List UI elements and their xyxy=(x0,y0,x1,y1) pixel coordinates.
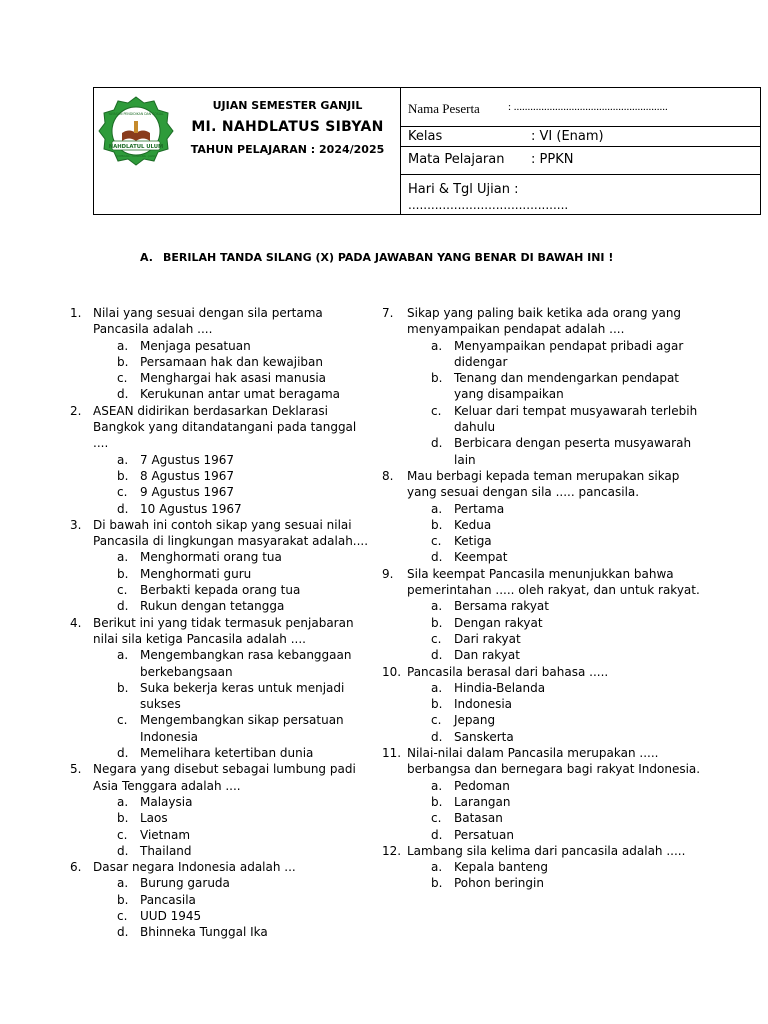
option-text: UUD 1945 xyxy=(140,908,202,923)
option-text: Kedua xyxy=(454,517,492,532)
academic-year: TAHUN PELAJARAN : 2024/2025 xyxy=(190,143,385,156)
option-letter: d. xyxy=(117,387,129,402)
option-letter: a. xyxy=(117,648,129,663)
option-text: Laos xyxy=(140,811,168,826)
option-letter: c. xyxy=(431,534,442,549)
question-item xyxy=(382,745,702,843)
option-letter: d. xyxy=(431,827,443,842)
answer-option[interactable] xyxy=(382,517,702,533)
answer-option[interactable] xyxy=(70,712,370,745)
answer-option[interactable] xyxy=(382,435,702,468)
field-mata-pelajaran xyxy=(401,147,760,175)
question-item xyxy=(70,305,370,403)
answer-option[interactable] xyxy=(70,810,370,826)
answer-option[interactable] xyxy=(382,549,702,565)
question-number: 11. xyxy=(382,746,402,761)
option-text: Batasan xyxy=(454,811,503,826)
answer-options xyxy=(70,549,370,614)
answer-options xyxy=(70,452,370,517)
question-item xyxy=(382,566,702,664)
hari-label: Hari & Tgl Ujian : xyxy=(408,182,519,197)
school-logo-icon xyxy=(98,95,174,167)
answer-option[interactable] xyxy=(382,712,702,728)
answer-option[interactable] xyxy=(70,908,370,924)
option-letter: b. xyxy=(431,697,443,712)
option-text: Malaysia xyxy=(140,794,193,809)
answer-options xyxy=(70,875,370,940)
school-identity xyxy=(94,88,401,214)
svg-text:NAHDLATUL ULUM: NAHDLATUL ULUM xyxy=(108,144,164,150)
option-letter: a. xyxy=(431,338,443,353)
question-item xyxy=(70,615,370,762)
answer-option[interactable] xyxy=(70,370,370,386)
option-text: Bhinneka Tunggal Ika xyxy=(140,925,268,940)
option-letter: a. xyxy=(431,860,443,875)
answer-options xyxy=(70,794,370,859)
option-letter: b. xyxy=(431,876,443,891)
question-text: Di bawah ini contoh sikap yang sesuai nilai Pancasila di lingkungan masyarakat adalah.... xyxy=(93,517,369,549)
option-text: Pohon beringin xyxy=(454,876,544,891)
question-number: 1. xyxy=(70,306,82,320)
option-letter: b. xyxy=(431,615,443,630)
instruction-text: BERILAH TANDA SILANG (X) PADA JAWABAN YANG BENAR DI BAWAH INI ! xyxy=(163,251,614,264)
option-text: Ketiga xyxy=(454,534,492,549)
option-letter: a. xyxy=(117,794,129,809)
answer-option[interactable] xyxy=(70,452,370,468)
option-text: Vietnam xyxy=(140,827,191,842)
answer-option[interactable] xyxy=(70,875,370,891)
question-number: 5. xyxy=(70,762,82,777)
option-text: Larangan xyxy=(454,794,511,809)
option-letter: c. xyxy=(431,811,442,826)
answer-option[interactable] xyxy=(70,924,370,940)
option-text: Tenang dan mendengarkan pendapat yang disampaikan xyxy=(454,371,680,402)
option-text: Jepang xyxy=(454,713,496,728)
option-letter: d. xyxy=(431,550,443,565)
option-letter: c. xyxy=(431,403,442,418)
question-item xyxy=(70,517,370,615)
question-item xyxy=(70,761,370,859)
option-text: Menghormati orang tua xyxy=(140,550,282,565)
option-text: Dari rakyat xyxy=(454,631,521,646)
answer-option[interactable] xyxy=(70,680,370,713)
option-text: Rukun dengan tetangga xyxy=(140,599,285,614)
option-text: Menjaga pesatuan xyxy=(140,338,251,353)
question-text: Lambang sila kelima dari pancasila adalah ..... xyxy=(407,843,686,858)
field-kelas xyxy=(401,127,760,147)
option-text: Keempat xyxy=(454,550,508,565)
option-text: Berbicara dengan peserta musyawarah lain xyxy=(454,436,692,467)
answer-options xyxy=(382,680,702,745)
answer-option[interactable] xyxy=(70,745,370,761)
answer-option[interactable] xyxy=(382,680,702,696)
answer-option[interactable] xyxy=(382,859,702,875)
answer-option[interactable] xyxy=(382,647,702,663)
question-number: 3. xyxy=(70,517,82,532)
answer-option[interactable] xyxy=(70,843,370,859)
option-text: 10 Agustus 1967 xyxy=(140,501,242,516)
answer-option[interactable] xyxy=(70,794,370,810)
option-letter: b. xyxy=(117,354,129,369)
question-item xyxy=(382,468,702,566)
question-text: ASEAN didirikan berdasarkan Deklarasi Bangkok yang ditandatangani pada tanggal .... xyxy=(93,403,357,451)
option-letter: a. xyxy=(117,338,129,353)
option-text: 7 Agustus 1967 xyxy=(140,452,235,467)
answer-option[interactable] xyxy=(70,892,370,908)
option-letter: c. xyxy=(117,583,128,598)
option-letter: a. xyxy=(431,778,443,793)
option-text: Keluar dari tempat musyawarah terlebih dahulu xyxy=(454,403,698,435)
svg-text:JOMBANG - KANDANG - JAWA: JOMBANG - KANDANG - JAWA xyxy=(116,154,156,158)
option-letter: c. xyxy=(117,908,128,923)
option-text: Kerukunan antar umat beragama xyxy=(140,387,340,402)
option-text: Mengembangkan rasa kebanggaan berkebangsaan xyxy=(140,648,352,679)
question-number: 7. xyxy=(382,306,394,320)
option-letter: a. xyxy=(117,876,129,891)
answer-option[interactable] xyxy=(382,875,702,891)
answer-option[interactable] xyxy=(70,647,370,680)
option-letter: c. xyxy=(117,713,128,728)
answer-options xyxy=(70,647,370,761)
option-letter: a. xyxy=(117,452,129,467)
option-text: Thailand xyxy=(140,843,192,858)
question-item xyxy=(70,403,370,517)
answer-option[interactable] xyxy=(382,794,702,810)
option-text: Pedoman xyxy=(454,778,510,793)
answer-options xyxy=(382,501,702,566)
option-text: Hindia-Belanda xyxy=(454,680,546,695)
answer-options xyxy=(382,778,702,843)
option-letter: b. xyxy=(117,811,129,826)
option-letter: d. xyxy=(431,648,443,663)
option-text: Memelihara ketertiban dunia xyxy=(140,746,314,761)
question-item xyxy=(382,664,702,745)
answer-option[interactable] xyxy=(382,827,702,843)
option-text: Mengembangkan sikap persatuan Indonesia xyxy=(140,713,344,744)
option-letter: b. xyxy=(431,517,443,532)
answer-option[interactable] xyxy=(70,354,370,370)
exam-title: UJIAN SEMESTER GANJIL xyxy=(212,99,363,112)
option-letter: a. xyxy=(117,550,129,565)
answer-option[interactable] xyxy=(70,582,370,598)
question-text: Negara yang disebut sebagai lumbung padi Asia Tenggara adalah .... xyxy=(93,762,356,793)
option-text: Dengan rakyat xyxy=(454,615,543,630)
nama-label: Nama Peserta xyxy=(408,101,480,116)
answer-options xyxy=(382,338,702,468)
section-letter: A. xyxy=(140,251,153,264)
option-text: Persatuan xyxy=(454,827,514,842)
kelas-label: Kelas xyxy=(408,129,443,144)
field-hari-tanggal[interactable] xyxy=(401,175,760,214)
option-text: Menghormati guru xyxy=(140,566,252,581)
option-text: Pertama xyxy=(454,501,505,516)
answer-option[interactable] xyxy=(70,338,370,354)
option-letter: b. xyxy=(117,468,129,483)
answer-options xyxy=(382,598,702,663)
nama-value: : ........................................................ xyxy=(508,101,668,113)
answer-option[interactable] xyxy=(382,810,702,826)
field-nama-peserta[interactable] xyxy=(401,88,760,127)
option-text: Indonesia xyxy=(454,697,513,712)
option-letter: d. xyxy=(117,501,129,516)
option-letter: d. xyxy=(117,843,129,858)
answer-option[interactable] xyxy=(70,468,370,484)
question-text: Pancasila berasal dari bahasa ..... xyxy=(407,664,609,679)
kelas-value: : VI (Enam) xyxy=(531,129,604,144)
option-text: Dan rakyat xyxy=(454,648,520,663)
question-item xyxy=(382,843,702,892)
option-letter: c. xyxy=(117,485,128,500)
option-text: Pancasila xyxy=(140,892,196,907)
answer-option[interactable] xyxy=(382,631,702,647)
question-number: 2. xyxy=(70,403,82,418)
option-text: Persamaan hak dan kewajiban xyxy=(140,354,323,369)
question-number: 10. xyxy=(382,664,402,679)
question-number: 6. xyxy=(70,860,82,875)
participant-fields xyxy=(401,88,760,214)
option-letter: a. xyxy=(431,501,443,516)
answer-options xyxy=(70,338,370,403)
question-number: 4. xyxy=(70,615,82,630)
option-letter: d. xyxy=(431,729,443,744)
option-letter: d. xyxy=(117,599,129,614)
answer-option[interactable] xyxy=(382,729,702,745)
option-letter: d. xyxy=(117,746,129,761)
question-text: Mau berbagi kepada teman merupakan sikap yang sesuai dengan sila ..... pancasila. xyxy=(407,468,680,500)
exam-header xyxy=(93,87,761,215)
option-text: Bersama rakyat xyxy=(454,599,549,614)
svg-text:YAYASAN PENDIDIKAN DAN SOSIAL: YAYASAN PENDIDIKAN DAN SOSIAL xyxy=(108,112,164,116)
question-text: Dasar negara Indonesia adalah ... xyxy=(93,860,296,875)
option-letter: b. xyxy=(117,566,129,581)
option-text: Burung garuda xyxy=(140,876,230,891)
answer-option[interactable] xyxy=(382,370,702,403)
question-number: 12. xyxy=(382,843,402,858)
question-item xyxy=(70,859,370,940)
question-number: 9. xyxy=(382,566,394,581)
answer-option[interactable] xyxy=(382,533,702,549)
option-text: Suka bekerja keras untuk menjadi sukses xyxy=(140,680,345,712)
option-letter: c. xyxy=(117,827,128,842)
answer-option[interactable] xyxy=(382,615,702,631)
option-letter: b. xyxy=(117,680,129,695)
answer-option[interactable] xyxy=(70,566,370,582)
hari-value: .......................................... xyxy=(408,198,569,212)
option-letter: c. xyxy=(431,631,442,646)
option-text: Kepala banteng xyxy=(454,860,549,875)
option-text: 8 Agustus 1967 xyxy=(140,468,235,483)
option-text: Berbakti kepada orang tua xyxy=(140,583,301,598)
answer-options xyxy=(382,859,702,892)
answer-option[interactable] xyxy=(382,403,702,436)
option-text: 9 Agustus 1967 xyxy=(140,485,235,500)
option-letter: b. xyxy=(431,371,443,386)
question-text: Berikut ini yang tidak termasuk penjabaran nilai sila ketiga Pancasila adalah .... xyxy=(93,615,354,646)
section-instruction xyxy=(140,251,613,264)
answer-option[interactable] xyxy=(382,696,702,712)
answer-option[interactable] xyxy=(70,549,370,565)
option-letter: c. xyxy=(431,713,442,728)
option-letter: b. xyxy=(117,892,129,907)
answer-option[interactable] xyxy=(70,827,370,843)
option-text: Menyampaikan pendapat pribadi agar didengar xyxy=(454,338,684,369)
option-letter: a. xyxy=(431,680,443,695)
mapel-label: Mata Pelajaran xyxy=(408,152,505,167)
answer-option[interactable] xyxy=(382,598,702,614)
question-text: Nilai yang sesuai dengan sila pertama Pancasila adalah .... xyxy=(93,306,323,337)
question-text: Nilai-nilai dalam Pancasila merupakan ..... berbangsa dan bernegara bagi rakyat Indonesia. xyxy=(407,746,701,777)
option-letter: a. xyxy=(431,599,443,614)
option-text: Sanskerta xyxy=(454,729,514,744)
answer-option[interactable] xyxy=(70,501,370,517)
option-letter: d. xyxy=(431,436,443,451)
question-text: Sila keempat Pancasila menunjukkan bahwa pemerintahan ..... oleh rakyat, dan untuk rakyat. xyxy=(407,566,700,598)
option-text: Menghargai hak asasi manusia xyxy=(140,371,327,386)
question-number: 8. xyxy=(382,468,394,483)
answer-option[interactable] xyxy=(70,386,370,402)
answer-option[interactable] xyxy=(382,501,702,517)
answer-option[interactable] xyxy=(382,338,702,371)
option-letter: d. xyxy=(117,925,129,940)
question-item xyxy=(382,305,702,468)
mapel-value: : PPKN xyxy=(531,152,574,167)
option-letter: c. xyxy=(117,371,128,386)
option-letter: b. xyxy=(431,794,443,809)
question-text: Sikap yang paling baik ketika ada orang yang menyampaikan pendapat adalah .... xyxy=(407,306,682,337)
questions-right-column xyxy=(382,305,702,892)
questions-left-column xyxy=(70,305,370,941)
answer-option[interactable] xyxy=(70,484,370,500)
answer-option[interactable] xyxy=(70,598,370,614)
answer-option[interactable] xyxy=(382,778,702,794)
school-name: MI. NAHDLATUS SIBYAN xyxy=(191,119,384,135)
